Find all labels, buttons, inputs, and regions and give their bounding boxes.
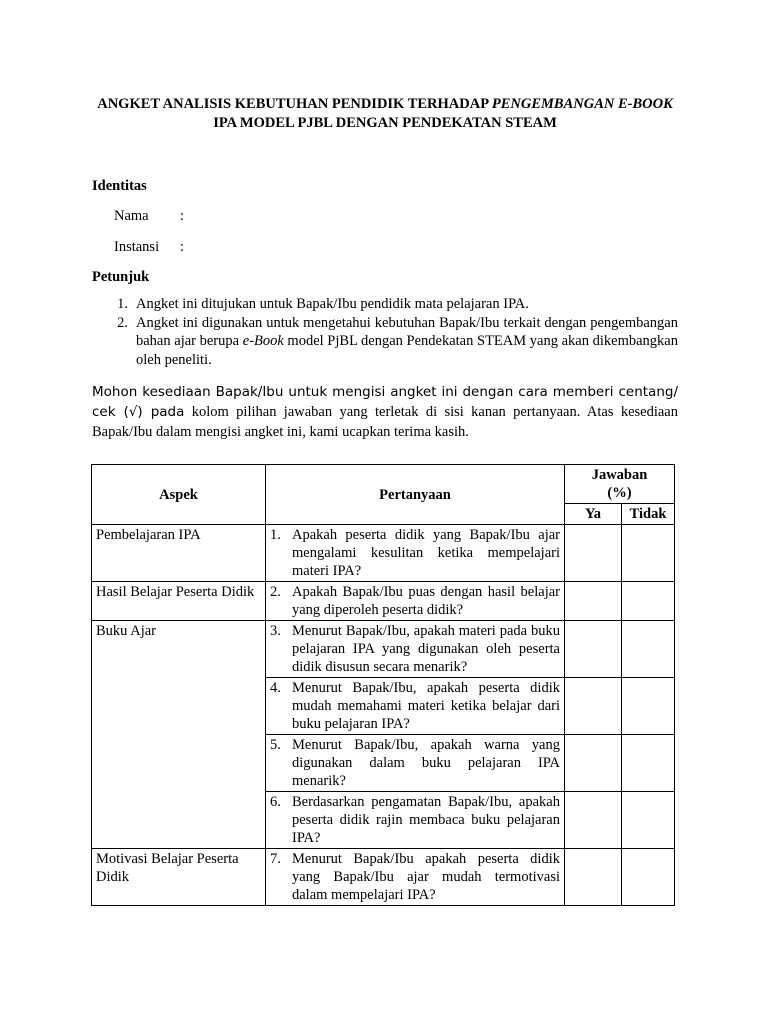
question-text: Berdasarkan pengamatan Bapak/Ibu, apakah peserta didik rajin membaca buku pelajaran IPA? (292, 794, 560, 846)
header-ya: Ya (565, 504, 622, 525)
question-text: Menurut Bapak/Ibu, apakah warna yang digunakan dalam buku pelajaran IPA menarik? (292, 737, 560, 789)
request-text: kolom pilihan jawaban yang terletak di sisi kanan pertanyaan. Atas kesediaan Bapak/Ibu dalam mengisi angket ini, kami ucapkan terima kasih. (92, 404, 678, 441)
question-number: 7. (270, 851, 281, 867)
petunjuk-heading: Petunjuk (92, 268, 150, 285)
question-cell (266, 678, 565, 735)
header-jawaban-label: Jawaban (591, 467, 648, 483)
nama-separator: : (180, 207, 185, 224)
question-number: 2. (270, 584, 281, 600)
question-text: Menurut Bapak/Ibu, apakah peserta didik mudah memahami materi ketika belajar dari buku pelajaran IPA? (292, 680, 560, 732)
answer-ya-cell[interactable] (565, 849, 622, 906)
answer-tidak-cell[interactable] (622, 849, 675, 906)
question-number: 6. (270, 794, 281, 810)
answer-tidak-cell[interactable] (622, 582, 675, 621)
nama-field (92, 207, 678, 226)
instansi-label: Instansi (114, 239, 160, 256)
question-text: Apakah Bapak/Ibu puas dengan hasil belajar yang diperoleh peserta didik? (292, 584, 560, 618)
question-cell (266, 849, 565, 906)
instruction-text: Angket ini ditujukan untuk Bapak/Ibu pendidik mata pelajaran IPA. (136, 296, 529, 313)
instruction-item (92, 295, 678, 314)
aspek-cell: Pembelajaran IPA (92, 525, 266, 582)
instruction-text (136, 314, 678, 370)
question-number: 3. (270, 623, 281, 639)
instruction-number: 1. (117, 296, 128, 313)
aspek-cell: Buku Ajar (92, 621, 266, 849)
answer-tidak-cell[interactable] (622, 735, 675, 792)
instruction-number: 2. (117, 314, 128, 331)
request-paragraph (92, 382, 678, 442)
document-title (92, 95, 678, 133)
title-part-1: ANGKET ANALISIS KEBUTUHAN PENDIDIK TERHADAP (97, 96, 492, 112)
answer-tidak-cell[interactable] (622, 525, 675, 582)
questionnaire-table (91, 464, 675, 906)
aspek-cell: Hasil Belajar Peserta Didik (92, 582, 266, 621)
answer-tidak-cell[interactable] (622, 621, 675, 678)
document-page (92, 95, 678, 457)
instruction-text-part: Angket ini digunakan untuk mengetahui kebutuhan Bapak/Ibu terkait dengan pengembangan bahan ajar berupa (136, 314, 678, 350)
title-part-2-italic: PENGEMBANGAN E-BOOK (491, 96, 673, 112)
title-part-3: IPA MODEL PJBL DENGAN PENDEKATAN STEAM (213, 115, 557, 131)
question-cell (266, 582, 565, 621)
question-cell (266, 621, 565, 678)
table-row (92, 525, 675, 582)
table-row (92, 621, 675, 678)
question-number: 1. (270, 527, 281, 543)
question-text: Apakah peserta didik yang Bapak/Ibu ajar mengalami kesulitan ketika mempelajari materi IPA? (292, 527, 560, 579)
header-jawaban-symbol: (%) (607, 485, 632, 501)
answer-ya-cell[interactable] (565, 582, 622, 621)
instansi-field (92, 238, 678, 257)
question-cell (266, 735, 565, 792)
question-text: Menurut Bapak/Ibu apakah peserta didik yang Bapak/Ibu ajar mudah termotivasi dalam mempelajari IPA? (292, 851, 560, 903)
answer-tidak-cell[interactable] (622, 678, 675, 735)
nama-label: Nama (114, 207, 149, 224)
instruction-text-part: model PjBL dengan Pendekatan STEAM yang akan dikembangkan oleh peneliti. (136, 333, 678, 368)
answer-ya-cell[interactable] (565, 792, 622, 849)
table-header-row (92, 465, 675, 504)
question-number: 4. (270, 680, 281, 696)
answer-tidak-cell[interactable] (622, 792, 675, 849)
header-jawaban (565, 465, 675, 504)
aspek-cell: Motivasi Belajar Peserta Didik (92, 849, 266, 906)
instansi-separator: : (180, 239, 185, 256)
header-aspek: Aspek (92, 465, 266, 525)
answer-ya-cell[interactable] (565, 735, 622, 792)
instruction-item (92, 314, 678, 370)
header-pertanyaan: Pertanyaan (266, 465, 565, 525)
table-row (92, 849, 675, 906)
question-text: Menurut Bapak/Ibu, apakah materi pada buku pelajaran IPA yang digunakan oleh peserta didik disusun secara menarik? (292, 623, 560, 675)
question-cell (266, 525, 565, 582)
identitas-heading: Identitas (92, 178, 147, 194)
table-row (92, 582, 675, 621)
instruction-text-italic: e-Book (242, 333, 284, 350)
request-sans-text: Mohon kesediaan Bapak/Ibu untuk mengisi angket ini dengan cara memberi centang/ cek (√) pada (92, 384, 678, 421)
answer-ya-cell[interactable] (565, 525, 622, 582)
answer-ya-cell[interactable] (565, 678, 622, 735)
answer-ya-cell[interactable] (565, 621, 622, 678)
question-number: 5. (270, 737, 281, 753)
question-cell (266, 792, 565, 849)
header-tidak: Tidak (622, 504, 675, 525)
instruction-list (92, 295, 678, 369)
